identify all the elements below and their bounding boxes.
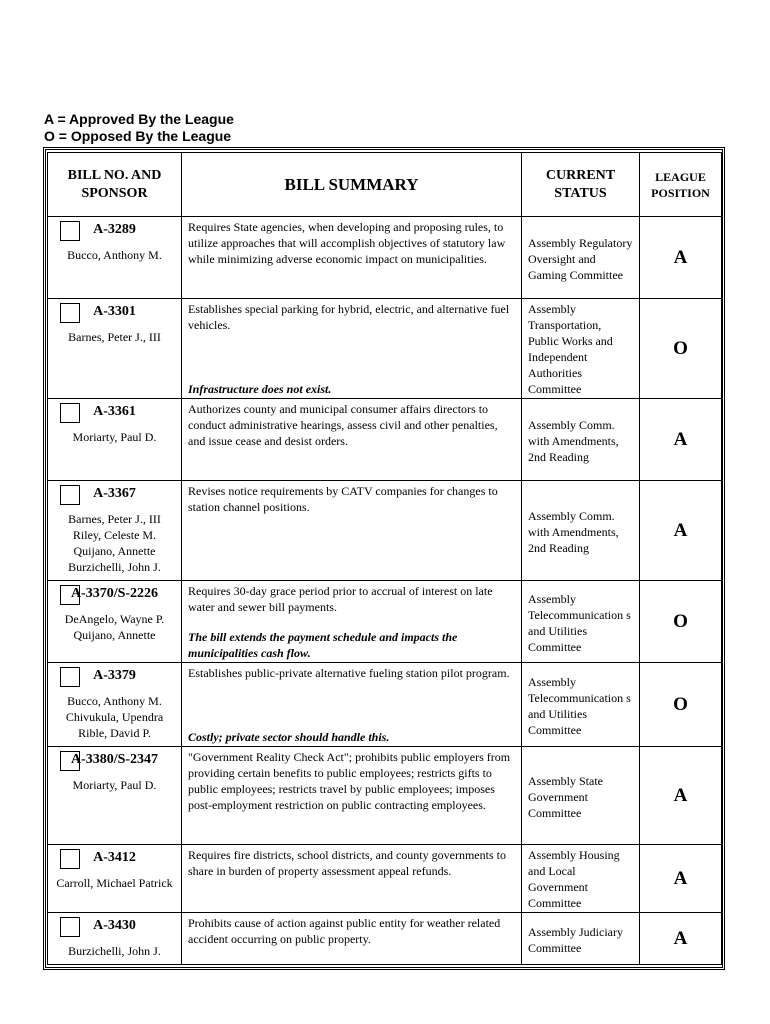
bills-table — [47, 152, 722, 965]
checkbox[interactable] — [60, 403, 80, 423]
league-position: A — [640, 217, 722, 299]
sponsor-name: Quijano, Annette — [73, 544, 156, 558]
table-row — [48, 845, 722, 913]
table-row — [48, 663, 722, 747]
sponsor-list — [48, 329, 181, 345]
sponsor-name: DeAngelo, Wayne P. — [64, 612, 165, 626]
status-cell: Assembly Housing and Local Government Committee — [522, 845, 640, 913]
bill-number: A-3430 — [93, 918, 136, 933]
bill-number: A-3301 — [93, 304, 136, 319]
bill-cell — [48, 481, 182, 581]
sponsor-name: Quijano, Annette — [73, 628, 156, 642]
sponsor-name: Burzichelli, John J. — [68, 944, 161, 958]
bill-cell — [48, 663, 182, 747]
checkbox[interactable] — [60, 303, 80, 323]
bill-cell — [48, 747, 182, 845]
legend — [44, 111, 234, 145]
status-cell: Assembly Telecommunication s and Utilities Committee — [522, 663, 640, 747]
summary-text: Prohibits cause of action against public entity for weather related accident occurring on public property. — [188, 916, 501, 946]
header-status: CURRENT STATUS — [522, 153, 640, 217]
table-row — [48, 399, 722, 481]
table-row — [48, 913, 722, 965]
summary-text: "Government Reality Check Act"; prohibits public employers from providing certain benefits to public employees; restricts gifts to public employees; restricts travel by public employees; imposes post-employment restriction on public contracting employees. — [188, 750, 511, 812]
league-position: A — [640, 481, 722, 581]
sponsor-name: Bucco, Anthony M. — [67, 694, 162, 708]
bill-number: A-3367 — [93, 486, 136, 501]
league-note: Infrastructure does not exist. — [188, 382, 332, 396]
status-cell: Assembly Telecommunication s and Utilities Committee — [522, 581, 640, 663]
sponsor-list — [48, 875, 181, 891]
sponsor-name: Barnes, Peter J., III — [68, 512, 161, 526]
bill-number: A-3370/S-2226 — [70, 586, 159, 601]
legend-opposed: O = Opposed By the League — [44, 128, 232, 144]
summary-cell — [182, 663, 522, 747]
league-position: O — [640, 663, 722, 747]
summary-text: Revises notice requirements by CATV companies for changes to station channel positions. — [188, 484, 498, 514]
legend-approved: A = Approved By the League — [44, 111, 234, 127]
league-note: Costly; private sector should handle this. — [188, 730, 390, 744]
sponsor-list — [48, 429, 181, 445]
header-bill: BILL NO. AND SPONSOR — [48, 153, 182, 217]
summary-cell — [182, 399, 522, 481]
status-cell: Assembly Comm. with Amendments, 2nd Reading — [522, 399, 640, 481]
header-position: LEAGUE POSITION — [640, 153, 722, 217]
summary-text: Requires 30-day grace period prior to accrual of interest on late water and sewer bill payments. — [188, 584, 493, 614]
league-position: A — [640, 747, 722, 845]
table-row — [48, 481, 722, 581]
bill-cell — [48, 913, 182, 965]
sponsor-list — [48, 511, 181, 575]
league-position: A — [640, 913, 722, 965]
summary-cell — [182, 581, 522, 663]
checkbox[interactable] — [60, 485, 80, 505]
status-cell: Assembly Comm. with Amendments, 2nd Reading — [522, 481, 640, 581]
checkbox[interactable] — [60, 849, 80, 869]
sponsor-name: Barnes, Peter J., III — [68, 330, 161, 344]
summary-cell — [182, 845, 522, 913]
summary-cell — [182, 299, 522, 399]
status-cell: Assembly Judiciary Committee — [522, 913, 640, 965]
sponsor-name: Chivukula, Upendra — [65, 710, 164, 724]
checkbox[interactable] — [60, 221, 80, 241]
sponsor-name: Carroll, Michael Patrick — [56, 876, 173, 890]
summary-cell — [182, 747, 522, 845]
header-row — [48, 153, 722, 217]
checkbox[interactable] — [60, 751, 80, 771]
summary-text: Requires fire districts, school districts, and county governments to share in burden of property assessment appeal refunds. — [188, 848, 506, 878]
summary-text: Authorizes county and municipal consumer affairs directors to conduct administrative hearings, assess civil and other penalties, and issue cease and desist orders. — [188, 402, 498, 448]
sponsor-list — [48, 777, 181, 793]
bill-number: A-3361 — [93, 404, 136, 419]
sponsor-list — [48, 943, 181, 959]
checkbox[interactable] — [60, 917, 80, 937]
league-position: A — [640, 845, 722, 913]
bill-number: A-3289 — [93, 222, 136, 237]
sponsor-list — [48, 611, 181, 643]
bill-number: A-3379 — [93, 668, 136, 683]
bill-number: A-3380/S-2347 — [70, 752, 159, 767]
bill-cell — [48, 399, 182, 481]
header-summary: BILL SUMMARY — [182, 153, 522, 217]
table-row — [48, 299, 722, 399]
status-cell: Assembly Regulatory Oversight and Gaming Committee — [522, 217, 640, 299]
summary-cell — [182, 913, 522, 965]
sponsor-name: Bucco, Anthony M. — [67, 248, 162, 262]
summary-cell — [182, 481, 522, 581]
sponsor-name: Riley, Celeste M. — [72, 528, 157, 542]
status-cell: Assembly State Government Committee — [522, 747, 640, 845]
bill-cell — [48, 581, 182, 663]
sponsor-list — [48, 693, 181, 741]
sponsor-name: Rible, David P. — [78, 726, 151, 740]
status-cell: Assembly Transportation, Public Works and Independent Authorities Committee — [522, 299, 640, 399]
table-row — [48, 747, 722, 845]
summary-cell — [182, 217, 522, 299]
checkbox[interactable] — [60, 585, 80, 605]
summary-text: Requires State agencies, when developing and proposing rules, to utilize approaches that will accomplish objectives of statutory law while minimizing adverse economic impact on municipalities. — [188, 220, 506, 266]
bill-number: A-3412 — [93, 850, 136, 865]
table-row — [48, 217, 722, 299]
league-note: The bill extends the payment schedule and impacts the municipalities cash flow. — [188, 630, 458, 660]
sponsor-name: Moriarty, Paul D. — [72, 430, 157, 444]
summary-text: Establishes public-private alternative fueling station pilot program. — [188, 666, 510, 680]
summary-text: Establishes special parking for hybrid, electric, and alternative fuel vehicles. — [188, 302, 510, 332]
sponsor-name: Burzichelli, John J. — [68, 560, 161, 574]
league-position: O — [640, 581, 722, 663]
checkbox[interactable] — [60, 667, 80, 687]
table-row — [48, 581, 722, 663]
sponsor-list — [48, 247, 181, 263]
bill-cell — [48, 845, 182, 913]
sponsor-name: Moriarty, Paul D. — [72, 778, 157, 792]
league-position: A — [640, 399, 722, 481]
bill-cell — [48, 217, 182, 299]
bill-cell — [48, 299, 182, 399]
league-position: O — [640, 299, 722, 399]
